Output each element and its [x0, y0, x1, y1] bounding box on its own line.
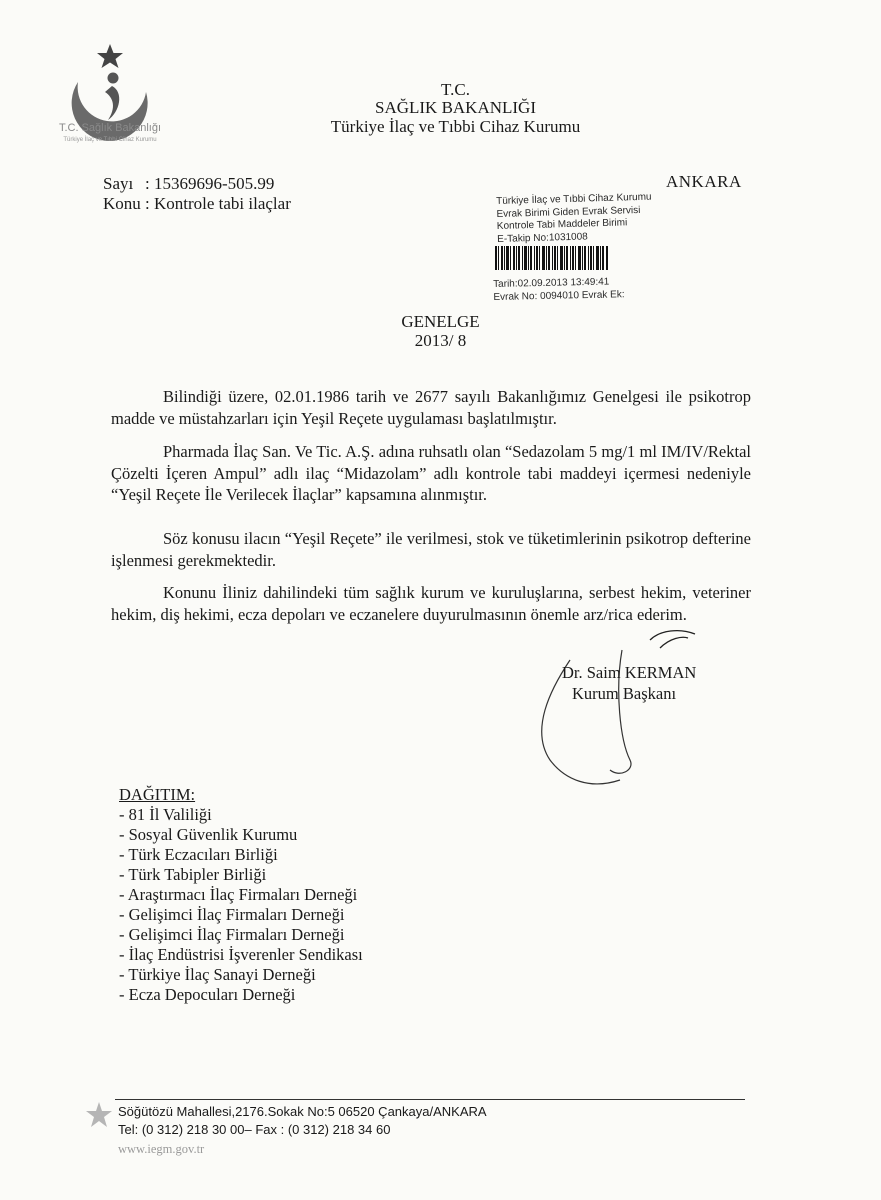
- sayi-value: : 15369696-505.99: [145, 174, 275, 193]
- footer-divider: [115, 1099, 745, 1100]
- distribution-title: DAĞITIM:: [119, 785, 196, 804]
- list-item: - Türk Tabipler Birliği: [119, 865, 267, 884]
- signer-name: Dr. Saim KERMAN: [562, 663, 697, 682]
- genelge-title: GENELGE: [401, 312, 480, 331]
- stamp-line: Türkiye İlaç ve Tıbbi Cihaz Kurumu: [496, 191, 652, 207]
- header-tc: T.C.: [441, 80, 470, 99]
- body-paragraph-2: Pharmada İlaç San. Ve Tic. A.Ş. adına ruhsatlı olan “Sedazolam 5 mg/1 ml IM/IV/Rektal Çözelti İçeren Ampul” adlı ilaç “Midazolam” adlı kontrole tabi maddeyi içermesi nedeniyle “Yeşil Reçete İle Verilecek İlaçlar” kapsamına alınmıştır.: [111, 442, 751, 504]
- konu-value: : Kontrole tabi ilaçlar: [145, 194, 291, 213]
- star-icon: [84, 1100, 114, 1130]
- logo-subtitle: Türkiye İlaç ve Tıbbi Cihaz Kurumu: [63, 137, 157, 143]
- sayi-row: [103, 174, 274, 194]
- distribution-list: [119, 785, 363, 1005]
- list-item: - Ecza Depocuları Derneği: [119, 985, 296, 1004]
- stamp-date: Tarih:02.09.2013 13:49:41: [493, 276, 610, 290]
- list-item: - 81 İl Valiliği: [119, 805, 212, 824]
- stamp-line: E-Takip No:1031008: [497, 230, 588, 245]
- list-item: - Sosyal Güvenlik Kurumu: [119, 825, 298, 844]
- sayi-label: Sayı: [103, 174, 134, 193]
- signer-block: [562, 662, 696, 704]
- barcode-icon: [495, 246, 609, 270]
- body-paragraph-1: Bilindiği üzere, 02.01.1986 tarih ve 2677 sayılı Bakanlığımız Genelgesi ile psikotrop madde ve müstahzarları için Yeşil Reçete uygulaması başlatılmıştır.: [111, 387, 751, 428]
- body-paragraph-4: Konunu İliniz dahilindeki tüm sağlık kurum ve kuruluşlarına, serbest hekim, veteriner hekim, diş hekimi, ecza depoları ve eczanelere duyurulmasının önemle arz/rica ederim.: [111, 583, 751, 624]
- footer-address: Söğütözü Mahallesi,2176.Sokak No:5 06520 Çankaya/ANKARA: [118, 1104, 487, 1119]
- header-ministry: SAĞLIK BAKANLIĞI: [374, 98, 536, 117]
- body-paragraph-3: Söz konusu ilacın “Yeşil Reçete” ile verilmesi, stok ve tüketimlerinin psikotrop defterine işlenmesi gerekmektedir.: [111, 529, 751, 570]
- footer-phone: Tel: (0 312) 218 30 00– Fax : (0 312) 218 34 60: [118, 1122, 391, 1137]
- registry-stamp-details: [493, 275, 625, 304]
- list-item: - Gelişimci İlaç Firmaları Derneği: [119, 925, 345, 944]
- logo-name: T.C. Sağlık Bakanlığı: [58, 122, 162, 134]
- list-item: - Araştırmacı İlaç Firmaları Derneği: [119, 885, 358, 904]
- footer-website: www.iegm.gov.tr: [118, 1142, 205, 1156]
- handwritten-signature: [510, 620, 710, 790]
- header-agency: Türkiye İlaç ve Tıbbi Cihaz Kurumu: [330, 117, 581, 136]
- stamp-evrak: Evrak No: 0094010 Evrak Ek:: [493, 289, 625, 303]
- konu-label: Konu: [103, 194, 141, 213]
- stamp-line: Evrak Birimi Giden Evrak Servisi: [496, 204, 641, 220]
- city: ANKARA: [666, 172, 742, 191]
- registry-stamp: [496, 192, 653, 246]
- distribution-items: [119, 805, 363, 1005]
- list-item: - İlaç Endüstrisi İşverenler Sendikası: [119, 945, 363, 964]
- genelge-number: 2013/ 8: [414, 331, 467, 350]
- list-item: - Gelişimci İlaç Firmaları Derneği: [119, 905, 345, 924]
- list-item: - Türk Eczacıları Birliği: [119, 845, 278, 864]
- stamp-line: Kontrole Tabi Maddeler Birimi: [496, 217, 628, 232]
- list-item: - Türkiye İlaç Sanayi Derneği: [119, 965, 316, 984]
- konu-row: [103, 194, 291, 214]
- signer-title: Kurum Başkanı: [572, 684, 677, 703]
